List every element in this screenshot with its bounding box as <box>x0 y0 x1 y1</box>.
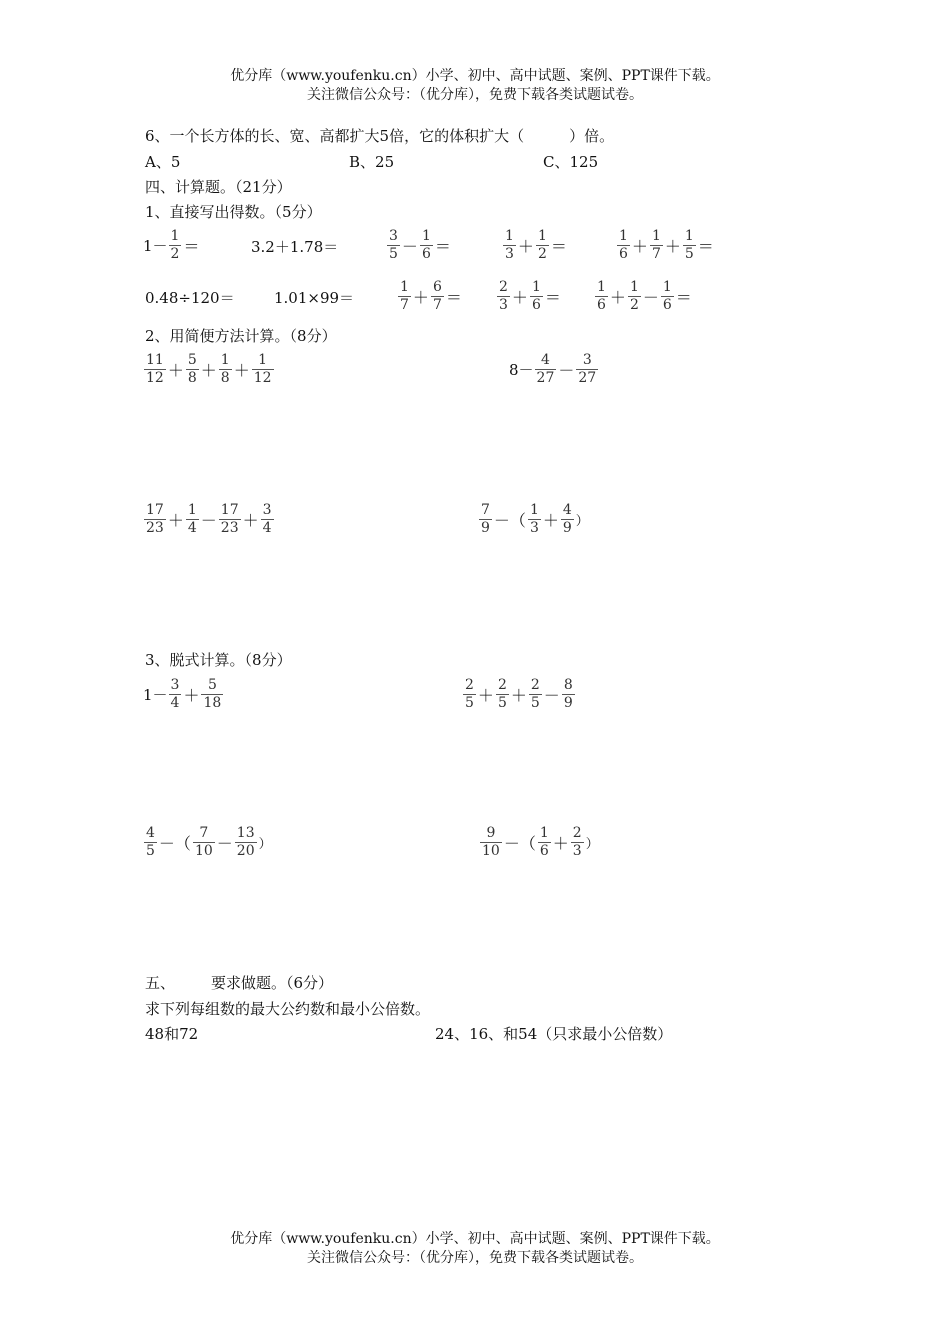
numerator: 1 <box>258 352 268 368</box>
section5-instruction: 求下列每组数的最大公约数和最小公倍数。 <box>145 1000 431 1018</box>
numerator: 2 <box>499 279 508 295</box>
operator: ＋ <box>412 288 429 307</box>
step-calc-expr-4 <box>479 825 600 860</box>
section5-q2: 24、16、和54（只求最小公倍数） <box>435 1025 673 1043</box>
numerator: 1 <box>421 228 431 244</box>
step-calc-expr-2 <box>462 677 576 712</box>
mental-calc-r2a <box>145 287 235 308</box>
fraction <box>561 502 574 537</box>
denominator: 4 <box>170 695 180 711</box>
fraction <box>503 228 516 263</box>
fraction <box>201 677 223 712</box>
header-line-2: 关注微信公众号：（优分库），免费下载各类试题试卷。 <box>307 87 643 103</box>
denominator: 12 <box>253 370 272 386</box>
equals-sign: ＝ <box>544 288 561 307</box>
mental-calc-r2c <box>397 279 463 314</box>
fraction <box>431 279 444 314</box>
step-calc-expr-3 <box>143 825 273 860</box>
lead-text: 1－ <box>143 237 168 255</box>
denominator: 4 <box>187 520 197 536</box>
operator: ＋ <box>167 361 184 380</box>
denominator: 9 <box>562 520 572 536</box>
fraction <box>571 825 584 860</box>
numerator: 1 <box>170 228 180 244</box>
operator: ＋ <box>167 511 184 530</box>
fraction <box>529 677 542 712</box>
footer-line-2: 关注微信公众号：（优分库），免费下载各类试题试卷。 <box>307 1250 643 1266</box>
numerator: 2 <box>465 677 474 693</box>
operator: ＋ <box>542 511 559 530</box>
fraction <box>479 502 492 537</box>
denominator: 3 <box>505 246 514 262</box>
denominator: 27 <box>536 370 555 386</box>
numerator: 17 <box>146 502 164 518</box>
denominator: 5 <box>465 695 474 711</box>
denominator: 6 <box>539 843 549 859</box>
denominator: 18 <box>203 695 222 711</box>
numerator: 3 <box>170 677 180 693</box>
fraction <box>628 279 641 314</box>
operator: ＋ <box>664 237 681 256</box>
fraction <box>562 677 575 712</box>
numerator: 11 <box>146 352 164 368</box>
numerator: 6 <box>432 279 442 295</box>
operator: － <box>200 511 217 530</box>
denominator: 5 <box>497 695 507 711</box>
numerator: 1 <box>531 279 541 295</box>
operator: － <box>642 288 659 307</box>
denominator: 6 <box>662 297 672 313</box>
fraction <box>595 279 608 314</box>
operator: － <box>543 686 560 705</box>
denominator: 5 <box>146 843 155 859</box>
numerator: 2 <box>497 677 507 693</box>
equals-sign: ＝ <box>675 288 692 307</box>
fraction <box>186 502 199 537</box>
simplify-expr-3 <box>143 502 275 537</box>
lead-text: 1－ <box>143 686 168 704</box>
fraction <box>169 677 182 712</box>
section5-title: 要求做题。（6分） <box>211 974 334 992</box>
operator: ＋ <box>609 288 626 307</box>
equals-sign: ＝ <box>434 237 451 256</box>
numerator: 1 <box>187 502 197 518</box>
expression-text: 1.01×99＝ <box>274 289 355 307</box>
footer-line-1: 优分库（www.youfenku.cn）小学、初中、高中试题、案例、PPT课件下载。 <box>230 1231 720 1247</box>
q6-option-b: B、25 <box>349 153 395 171</box>
numerator: 2 <box>530 677 540 693</box>
part3-title: 3、脱式计算。（8分） <box>145 651 292 669</box>
denominator: 4 <box>262 520 272 536</box>
fraction <box>398 279 411 314</box>
denominator: 2 <box>537 246 547 262</box>
fraction <box>480 825 502 860</box>
denominator: 9 <box>481 520 490 536</box>
operator: － <box>558 361 575 380</box>
fraction <box>387 228 400 263</box>
operator: ＋ <box>242 511 259 530</box>
fraction <box>536 228 549 263</box>
numerator: 4 <box>146 825 155 841</box>
section5-label: 五、 <box>145 974 176 992</box>
fraction <box>496 677 509 712</box>
q6-option-a: A、5 <box>145 153 181 171</box>
numerator: 3 <box>389 228 398 244</box>
expression-text: 3.2＋1.78＝ <box>251 238 339 256</box>
lead-text: 8－ <box>509 361 534 379</box>
numerator: 4 <box>562 502 572 518</box>
denominator: 23 <box>220 520 239 536</box>
numerator: 1 <box>619 228 628 244</box>
fraction <box>535 352 557 387</box>
operator: ＋ <box>631 237 648 256</box>
fraction <box>144 352 166 387</box>
numerator: 8 <box>563 677 573 693</box>
fraction <box>530 279 543 314</box>
fraction <box>617 228 630 263</box>
q6-question: 6、一个长方体的长、宽、高都扩大5倍，它的体积扩大（ ）倍。 <box>145 127 615 145</box>
operator: －（ <box>493 511 526 530</box>
numerator: 7 <box>199 825 209 841</box>
fraction <box>661 279 674 314</box>
numerator: 1 <box>505 228 514 244</box>
numerator: 1 <box>539 825 549 841</box>
fraction <box>538 825 551 860</box>
denominator: 8 <box>187 370 197 386</box>
fraction <box>650 228 663 263</box>
denominator: 7 <box>651 246 661 262</box>
numerator: 9 <box>486 825 496 841</box>
denominator: 5 <box>684 246 694 262</box>
denominator: 5 <box>389 246 398 262</box>
equals-sign: ＝ <box>697 237 714 256</box>
operator: －（ <box>503 834 536 853</box>
operator: － <box>401 237 418 256</box>
operator: ＋ <box>510 686 527 705</box>
numerator: 5 <box>187 352 197 368</box>
numerator: 2 <box>572 825 582 841</box>
numerator: 1 <box>400 279 409 295</box>
numerator: 1 <box>684 228 694 244</box>
fraction <box>683 228 696 263</box>
numerator: 5 <box>207 677 217 693</box>
denominator: 6 <box>619 246 628 262</box>
fraction <box>420 228 433 263</box>
simplify-expr-1 <box>143 352 275 387</box>
equals-sign: ＝ <box>550 237 567 256</box>
mental-calc-r2e <box>594 279 693 314</box>
denominator: 20 <box>236 843 255 859</box>
fraction <box>169 228 182 263</box>
denominator: 6 <box>597 297 606 313</box>
step-calc-expr-1 <box>143 677 224 712</box>
fraction <box>144 502 166 537</box>
expression-text: 0.48÷120＝ <box>145 289 235 307</box>
denominator: 10 <box>194 843 213 859</box>
fraction <box>235 825 257 860</box>
denominator: 6 <box>531 297 541 313</box>
mental-calc-r1c <box>386 228 452 263</box>
fraction <box>144 825 157 860</box>
fraction <box>193 825 215 860</box>
operator: － <box>216 834 233 853</box>
mental-calc-r1b <box>251 236 338 257</box>
denominator: 3 <box>572 843 582 859</box>
denominator: 3 <box>529 520 539 536</box>
denominator: 7 <box>432 297 442 313</box>
numerator: 1 <box>629 279 639 295</box>
numerator: 1 <box>651 228 661 244</box>
numerator: 17 <box>220 502 239 518</box>
mental-calc-r1e <box>616 228 715 263</box>
denominator: 9 <box>563 695 573 711</box>
mental-calc-r1d <box>502 228 568 263</box>
mental-calc-r2b <box>274 287 354 308</box>
simplify-expr-4 <box>478 502 590 537</box>
operator: ＋ <box>183 686 200 705</box>
header-line-1: 优分库（www.youfenku.cn）小学、初中、高中试题、案例、PPT课件下载。 <box>230 68 720 84</box>
simplify-expr-2 <box>509 352 599 387</box>
part2-title: 2、用简便方法计算。（8分） <box>145 327 337 345</box>
operator: ＋ <box>517 237 534 256</box>
fraction <box>497 279 510 314</box>
section5-q1: 48和72 <box>145 1025 199 1043</box>
fraction <box>261 502 274 537</box>
denominator: 3 <box>499 297 508 313</box>
numerator: 3 <box>262 502 272 518</box>
fraction <box>219 502 241 537</box>
denominator: 2 <box>170 246 180 262</box>
denominator: 6 <box>421 246 431 262</box>
operator: ＋ <box>200 361 217 380</box>
fraction <box>463 677 476 712</box>
equals-sign: ＝ <box>445 288 462 307</box>
numerator: 3 <box>582 352 592 368</box>
numerator: 4 <box>541 352 550 368</box>
operator: ＋ <box>477 686 494 705</box>
close-paren: ） <box>575 514 589 529</box>
operator: ＋ <box>552 834 569 853</box>
section4-title: 四、计算题。（21分） <box>145 178 292 196</box>
numerator: 1 <box>537 228 547 244</box>
denominator: 10 <box>482 843 500 859</box>
denominator: 8 <box>220 370 230 386</box>
numerator: 7 <box>481 502 490 518</box>
operator: ＋ <box>233 361 250 380</box>
equals-sign: ＝ <box>183 237 200 256</box>
denominator: 5 <box>530 695 540 711</box>
mental-calc-r2d <box>496 279 562 314</box>
denominator: 27 <box>578 370 597 386</box>
fraction <box>528 502 541 537</box>
fraction <box>219 352 232 387</box>
close-paren: ） <box>585 837 599 852</box>
operator: ＋ <box>511 288 528 307</box>
fraction <box>252 352 274 387</box>
operator: －（ <box>158 834 191 853</box>
denominator: 23 <box>146 520 164 536</box>
part1-title: 1、直接写出得数。（5分） <box>145 203 322 221</box>
fraction <box>186 352 199 387</box>
numerator: 1 <box>597 279 606 295</box>
close-paren: ） <box>258 837 272 852</box>
numerator: 1 <box>529 502 539 518</box>
mental-calc-r1a <box>143 228 200 263</box>
q6-option-c: C、125 <box>543 153 599 171</box>
denominator: 12 <box>146 370 164 386</box>
numerator: 13 <box>236 825 255 841</box>
fraction <box>576 352 598 387</box>
denominator: 7 <box>400 297 409 313</box>
numerator: 1 <box>220 352 230 368</box>
numerator: 1 <box>662 279 672 295</box>
denominator: 2 <box>629 297 639 313</box>
